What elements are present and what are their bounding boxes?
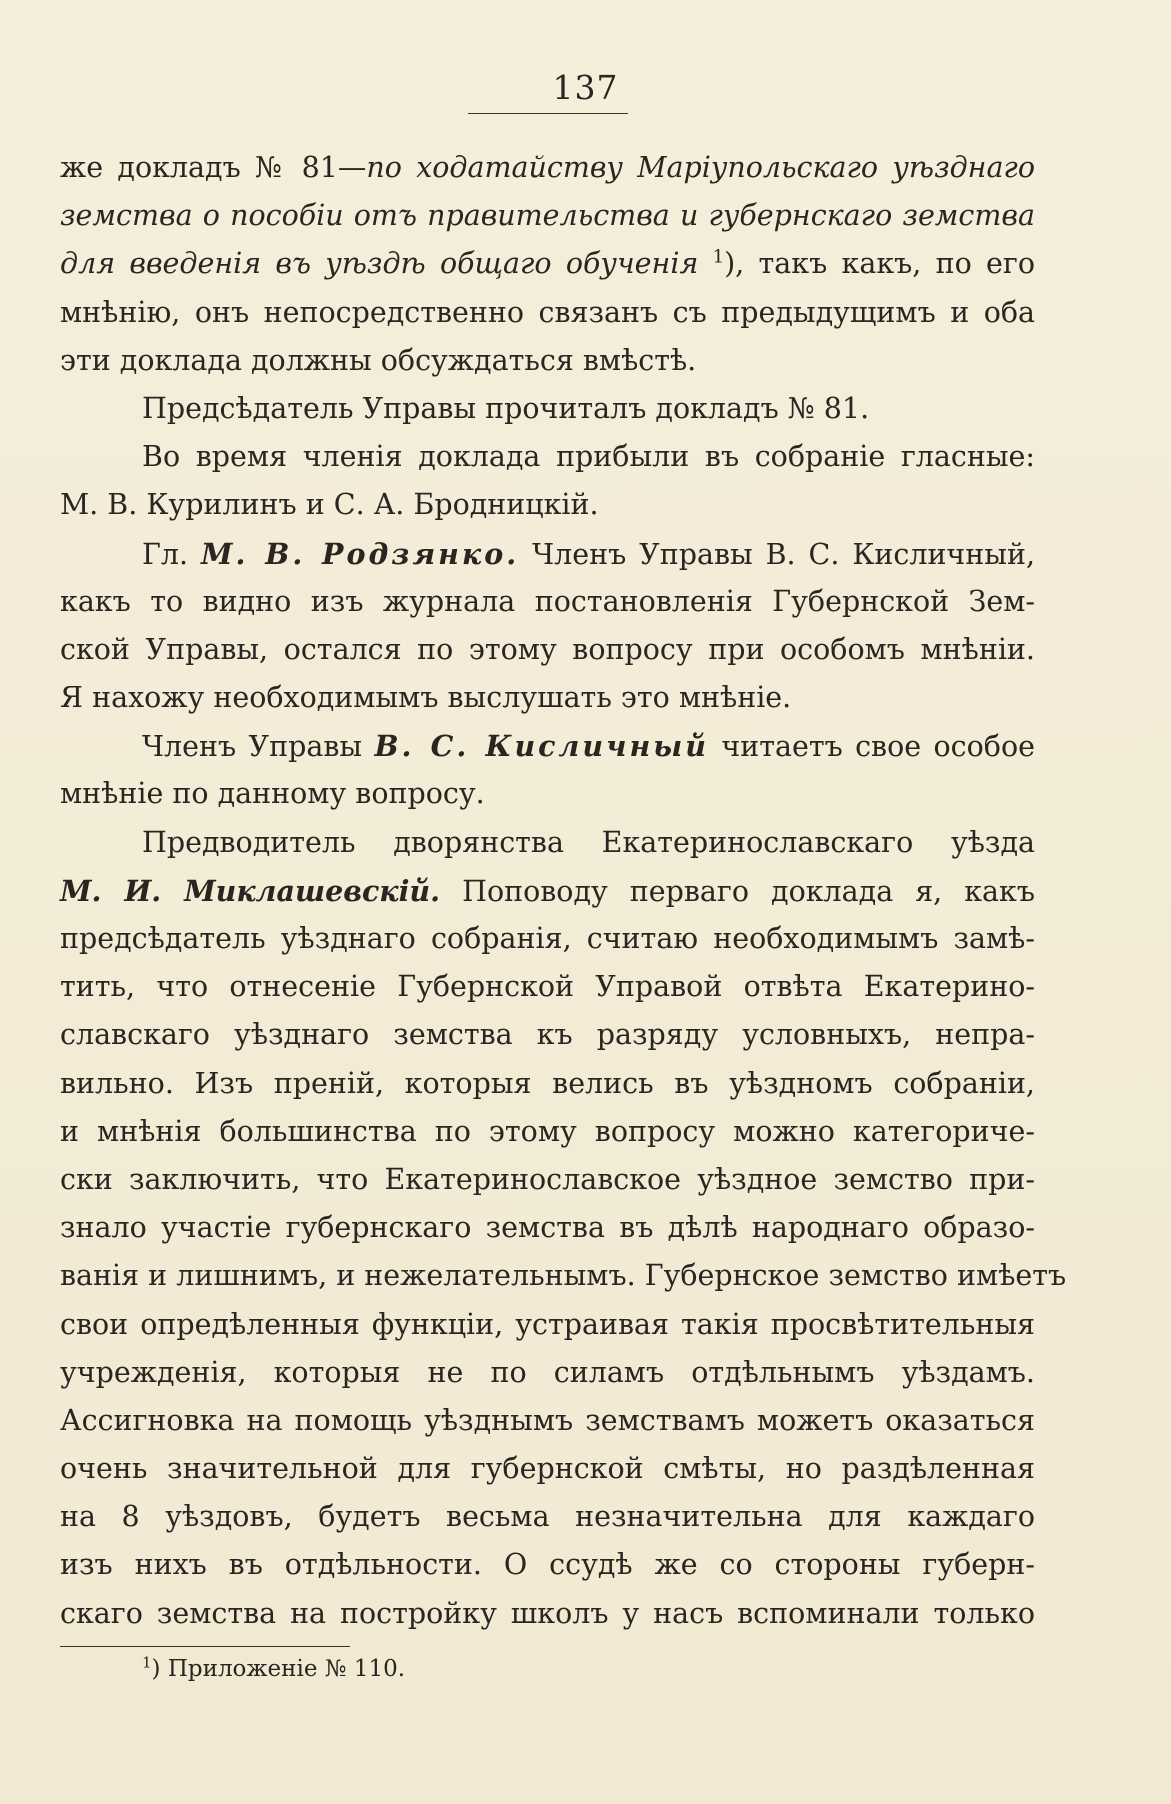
- text-segment: Поповоду перваго доклада я, какъ: [440, 874, 1035, 908]
- paragraph-6: [60, 819, 1067, 1638]
- text-line: славскаго уѣзднаго земства къ разряду условныхъ, непра-: [60, 1018, 1035, 1052]
- text-line: М. В. Курилинъ и С. А. Бродницкій.: [60, 488, 599, 522]
- text-segment: же докладъ № 81—: [60, 151, 367, 184]
- footnote-text: ) Приложеніе № 110.: [151, 1656, 406, 1682]
- paragraph-3: [60, 433, 1035, 529]
- paragraph-5: [60, 722, 1035, 818]
- speaker-name: М. В. Родзянко.: [200, 536, 520, 571]
- text-line: свои опредѣленныя функціи, устраивая такія просвѣтительныя: [60, 1307, 1035, 1341]
- text-line: [60, 144, 1035, 192]
- text-segment: Членъ Управы: [142, 730, 375, 764]
- text-line: Во время членія доклада прибыли въ собраніе гласные:: [142, 440, 1035, 474]
- paragraph-4: [60, 530, 1035, 723]
- text-segment: Членъ Управы В. С. Кисличный,: [519, 537, 1036, 571]
- text-line: ски заключить, что Екатеринославское уѣздное земство при-: [60, 1162, 1035, 1196]
- text-segment: Гл.: [142, 537, 201, 571]
- text-line: вильно. Изъ преній, которыя велись въ уѣздномъ собраніи,: [60, 1066, 1035, 1100]
- text-line: [60, 722, 1035, 770]
- header-rule: [468, 113, 628, 114]
- text-line: [60, 867, 1035, 915]
- italic-segment: по ходатайству Маріупольскаго уѣзднаго: [366, 151, 1035, 184]
- footnote-rule: [60, 1646, 350, 1647]
- text-line: знало участіе губернскаго земства въ дѣлѣ народнаго образо-: [60, 1211, 1035, 1245]
- text-line: [60, 240, 1035, 288]
- paragraph-1: [60, 144, 1035, 385]
- text-line: ской Управы, остался по этому вопросу при особомъ мнѣніи.: [60, 632, 1035, 666]
- footnote: [142, 1654, 405, 1684]
- text-line: Предсѣдатель Управы прочиталъ докладъ № 81.: [142, 391, 870, 425]
- italic-segment: для введенія въ уѣздѣ общаго обученія: [60, 247, 699, 281]
- paragraph-2: [60, 385, 1035, 433]
- text-segment: читаетъ свое особое: [708, 730, 1035, 764]
- text-line: тить, что отнесеніе Губернской Управой отвѣта Екатерино-: [60, 970, 1035, 1004]
- text-line: эти доклада должны обсуждаться вмѣстѣ.: [60, 343, 697, 377]
- text-line: [60, 530, 1035, 578]
- speaker-name: В. С. Кисличный: [374, 729, 709, 764]
- speaker-name: М. И. Миклашевскій.: [60, 873, 441, 908]
- text-line: очень значительной для губернской смѣты, но раздѣленная: [60, 1452, 1035, 1486]
- footnote-marker: 1: [142, 1653, 152, 1672]
- text-line: ванія и лишнимъ, и нежелательнымъ. Губернское земство имѣетъ: [60, 1259, 1067, 1293]
- page-number: 137: [552, 68, 619, 107]
- body-text: [60, 144, 1067, 1638]
- text-line: учрежденія, которыя не по силамъ отдѣльнымъ уѣздамъ.: [60, 1355, 1035, 1389]
- text-line: Ассигновка на помощь уѣзднымъ земствамъ можетъ оказаться: [60, 1403, 1035, 1437]
- text-line: мнѣнію, онъ непосредственно связанъ съ предыдущимъ и оба: [60, 295, 1035, 329]
- footnote-marker: 1: [712, 246, 725, 268]
- text-line: на 8 уѣздовъ, будетъ весьма незначительна для каждаго: [60, 1500, 1035, 1534]
- text-line: предсѣдатель уѣзднаго собранія, считаю необходимымъ замѣ-: [60, 922, 1035, 955]
- text-segment: ), такъ какъ, по его: [724, 247, 1035, 281]
- text-line: Предводитель дворянства Екатеринославскаго уѣзда: [142, 825, 1035, 859]
- text-line: мнѣніе по данному вопросу.: [60, 777, 485, 811]
- text-line: какъ то видно изъ журнала постановленія Губернской Зем-: [60, 584, 1035, 618]
- text-line: Я нахожу необходимымъ выслушать это мнѣніе.: [60, 681, 792, 715]
- text-line: скаго земства на постройку школъ у насъ вспоминали только: [60, 1596, 1035, 1630]
- text-line: изъ нихъ въ отдѣльности. О ссудѣ же со стороны губерн-: [60, 1548, 1035, 1582]
- text-line: земства о пособіи отъ правительства и губернскаго земства: [60, 199, 1035, 233]
- text-line: и мнѣнія большинства по этому вопросу можно категориче-: [60, 1114, 1035, 1148]
